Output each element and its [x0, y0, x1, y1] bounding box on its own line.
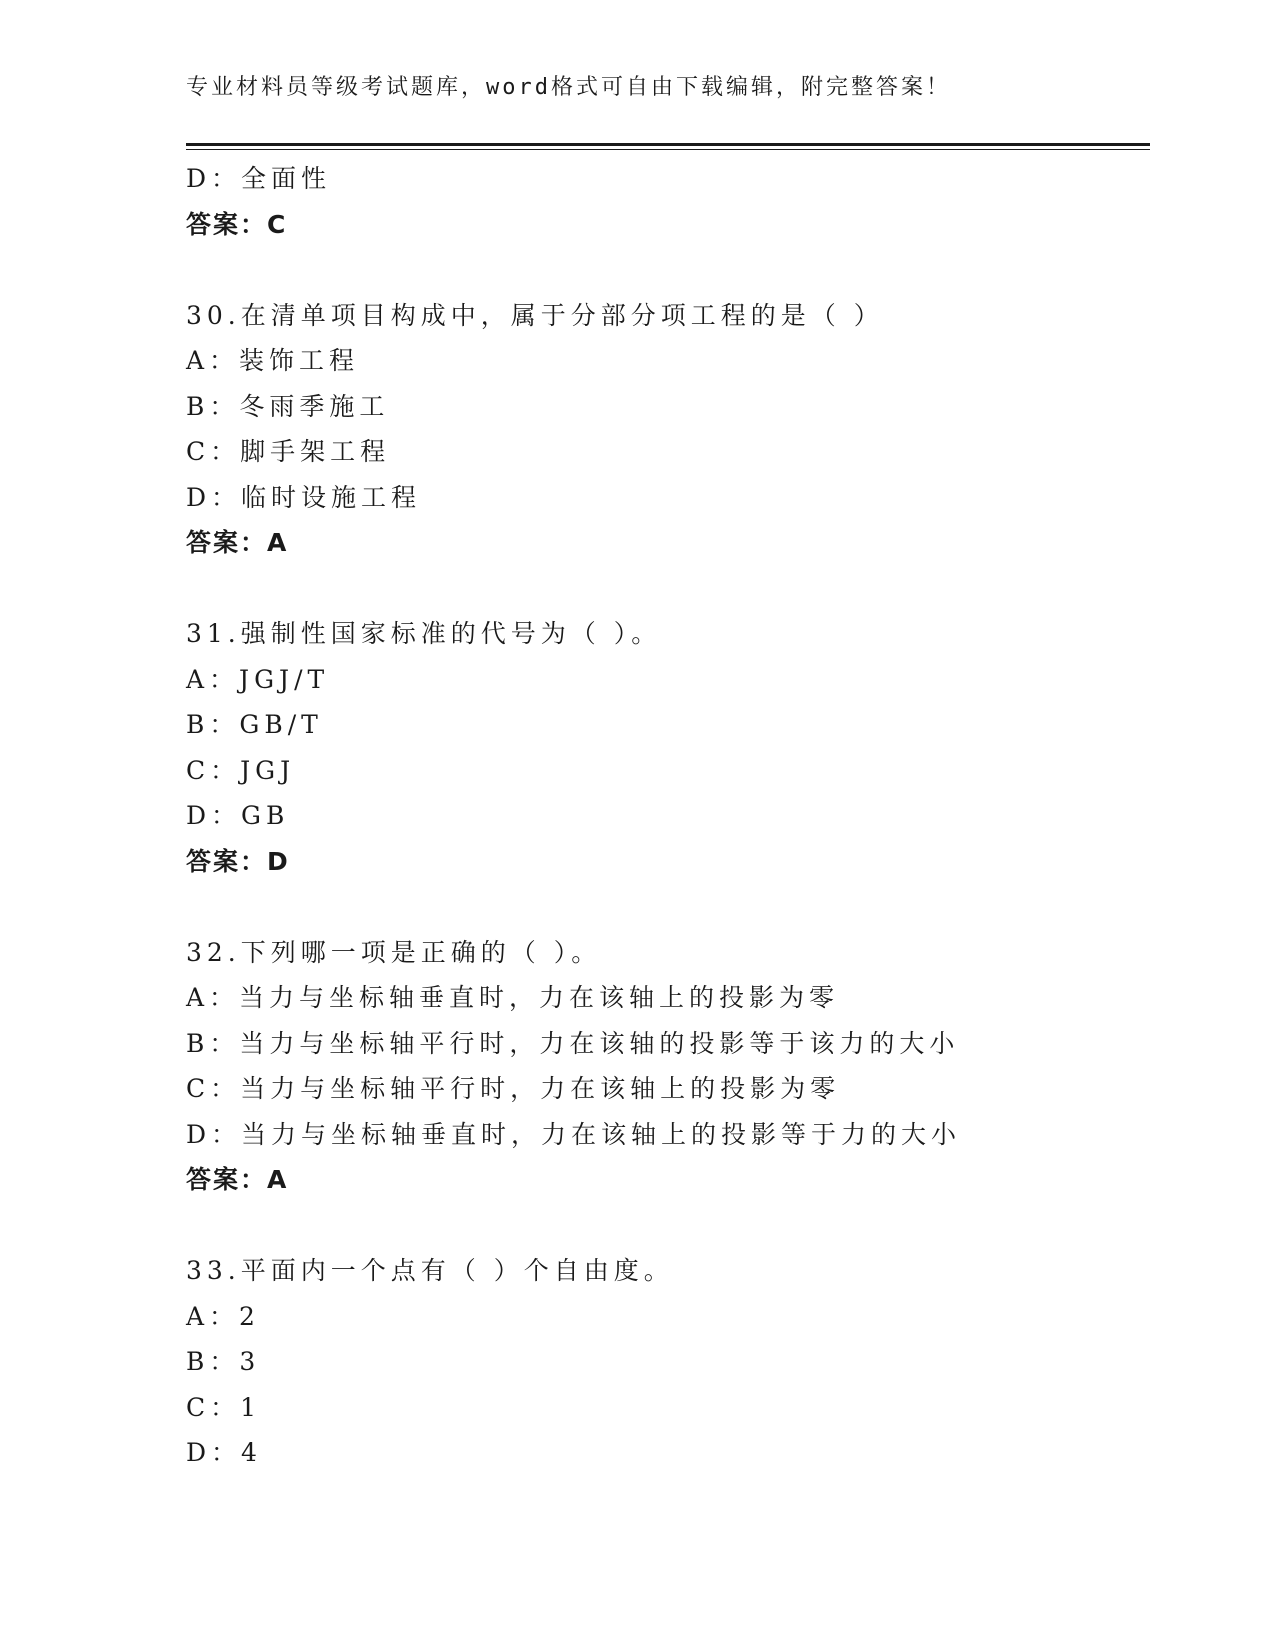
option-b: B：冬雨季施工	[186, 391, 390, 421]
question-32	[186, 930, 1150, 1203]
header-rule-thick	[186, 143, 1150, 146]
carryover-option-d: D：全面性	[186, 164, 332, 193]
option-b: B：3	[186, 1347, 261, 1376]
question-30	[186, 293, 1150, 566]
option-a: A：当力与坐标轴垂直时，力在该轴上的投影为零	[186, 983, 840, 1012]
option-c: C：当力与坐标轴平行时，力在该轴上的投影为零	[186, 1074, 841, 1103]
question-stem: 32.下列哪一项是正确的（ ）。	[186, 937, 602, 967]
carryover-answer: 答案：C	[186, 209, 288, 239]
option-c: C：脚手架工程	[186, 437, 391, 466]
option-c: C：JGJ	[186, 755, 296, 785]
header-rule-thin	[186, 149, 1150, 150]
page-header: 专业材料员等级考试题库，word格式可自由下载编辑，附完整答案！	[186, 75, 951, 100]
option-a: A：JGJ/T	[186, 664, 330, 694]
option-d: D：GB	[186, 801, 290, 830]
answer: 答案：A	[186, 1165, 289, 1194]
question-stem: 33.平面内一个点有（ ）个自由度。	[186, 1256, 674, 1285]
option-b: B：GB/T	[186, 710, 323, 739]
question-content	[186, 156, 1150, 1476]
option-d: D：4	[186, 1438, 262, 1467]
question-31	[186, 611, 1150, 884]
question-stem: 31.强制性国家标准的代号为（ ）。	[186, 619, 662, 648]
answer: 答案：D	[186, 846, 290, 876]
option-b: B：当力与坐标轴平行时，力在该轴的投影等于该力的大小	[186, 1028, 960, 1058]
option-d: D：临时设施工程	[186, 482, 422, 512]
option-c: C：1	[186, 1392, 262, 1422]
option-d: D：当力与坐标轴垂直时，力在该轴上的投影等于力的大小	[186, 1119, 962, 1149]
option-a: A：装饰工程	[186, 346, 360, 375]
answer: 答案：A	[186, 528, 289, 557]
question-stem: 30.在清单项目构成中，属于分部分项工程的是（ ）	[186, 300, 884, 330]
option-a: A：2	[186, 1301, 260, 1331]
question-33	[186, 1248, 1150, 1476]
